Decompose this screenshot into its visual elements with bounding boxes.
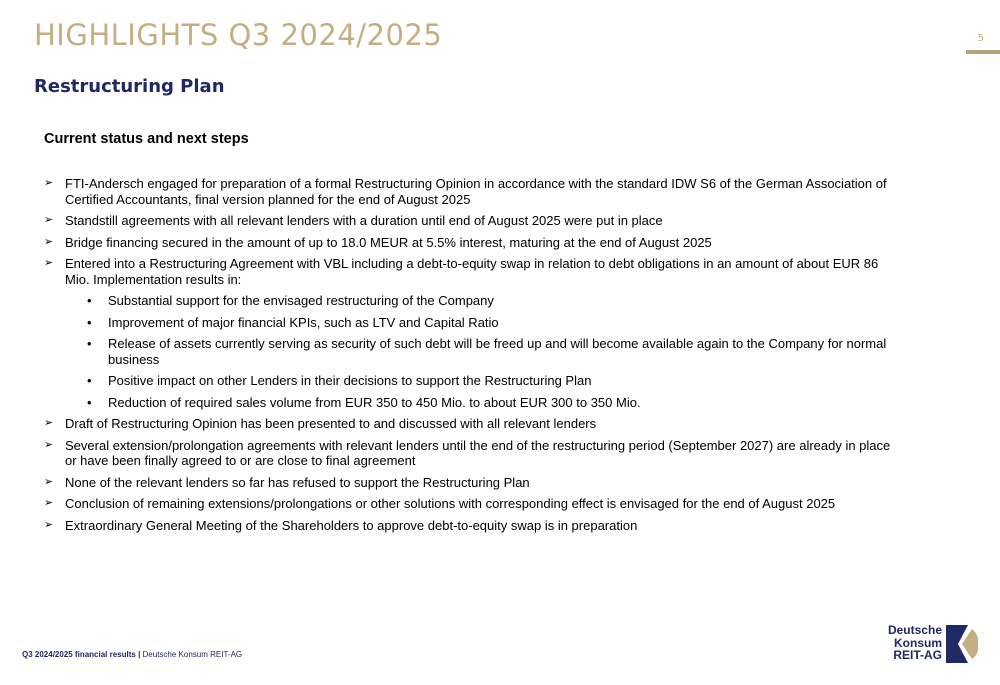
logo-text [888,624,942,662]
bullet-text: Standstill agreements with all relevant lenders with a duration until end of August 2025 were put in place [65,213,663,228]
bullet-item [44,518,904,534]
logo-mark-icon [946,625,978,663]
bullet-item [44,256,904,410]
arrow-bullet-icon: ➢ [44,417,54,429]
sub-bullet-text: Substantial support for the envisaged restructuring of the Company [108,293,494,308]
sub-bullet-text: Release of assets currently serving as security of such debt will be freed up and will become available again to the Company for normal business [108,336,887,367]
bullet-text: Entered into a Restructuring Agreement with VBL including a debt-to-equity swap in relation to debt obligations in an amount of about EUR 86 Mio. Implementation results in: [65,256,879,287]
sub-bullet-text: Improvement of major financial KPIs, such as LTV and Capital Ratio [108,314,499,330]
arrow-bullet-icon: ➢ [44,257,54,269]
bullet-item [44,213,904,229]
section-subtitle: Restructuring Plan [34,76,225,97]
arrow-bullet-icon: ➢ [44,475,54,488]
dot-bullet-icon: • [87,293,92,308]
company-logo [876,624,980,664]
footer-report: Q3 2024/2025 financial results [22,650,136,659]
bullet-text: Several extension/prolongation agreements with relevant lenders until the end of the restructuring period (September 2027) are already in place or have been finally agreed to or are close to final agreement [65,437,891,468]
bullet-item [44,475,904,491]
logo-line-2: Konsum [894,635,942,650]
logo-line-3: REIT-AG [893,648,942,662]
bullet-item [44,176,904,207]
bullet-item [44,235,904,251]
arrow-bullet-icon: ➢ [44,497,54,509]
bullet-text: Extraordinary General Meeting of the Shareholders to approve debt-to-equity swap is in preparation [65,517,638,533]
footer [22,650,242,659]
dot-bullet-icon: • [87,373,92,388]
bullet-text: None of the relevant lenders so far has refused to support the Restructuring Plan [65,474,530,490]
page-number-bar [966,50,1000,54]
sub-bullet-item [65,395,904,411]
bullet-text: FTI-Andersch engaged for preparation of a formal Restructuring Opinion in accordance with the standard IDW S6 of the German Association of Certified Accountants, final version planned for the end of August 2025 [65,176,887,207]
footer-separator: | [135,650,143,659]
slide-title: HIGHLIGHTS Q3 2024/2025 [34,18,443,52]
status-heading: Current status and next steps [44,131,249,147]
arrow-bullet-icon: ➢ [44,235,54,248]
dot-bullet-icon: • [87,394,92,410]
sub-bullet-list [65,293,904,410]
sub-bullet-item [65,336,904,367]
bullet-content [44,176,904,539]
sub-bullet-text: Positive impact on other Lenders in their decisions to support the Restructuring Plan [108,373,592,388]
dot-bullet-icon: • [87,314,92,330]
arrow-bullet-icon: ➢ [44,214,54,226]
arrow-bullet-icon: ➢ [44,177,54,189]
bullet-text: Conclusion of remaining extensions/prolongations or other solutions with corresponding effect is envisaged for the end of August 2025 [65,496,836,511]
bullet-text: Draft of Restructuring Opinion has been presented to and discussed with all relevant lenders [65,416,597,431]
sub-bullet-item [65,293,904,309]
arrow-bullet-icon: ➢ [44,518,54,531]
logo-line-1: Deutsche [887,623,942,637]
page-number: 5 [977,33,984,44]
footer-company: Deutsche Konsum REIT-AG [142,650,243,659]
bullet-text: Bridge financing secured in the amount of up to 18.0 MEUR at 5.5% interest, maturing at the end of August 2025 [65,234,712,250]
sub-bullet-item [65,373,904,389]
bullet-item [44,438,904,469]
bullet-item [44,496,904,512]
arrow-bullet-icon: ➢ [44,438,54,451]
dot-bullet-icon: • [87,336,92,351]
main-bullet-list [44,176,904,533]
sub-bullet-text: Reduction of required sales volume from EUR 350 to 450 Mio. to about EUR 300 to 350 Mio. [108,394,641,410]
bullet-item [44,416,904,432]
sub-bullet-item [65,315,904,331]
